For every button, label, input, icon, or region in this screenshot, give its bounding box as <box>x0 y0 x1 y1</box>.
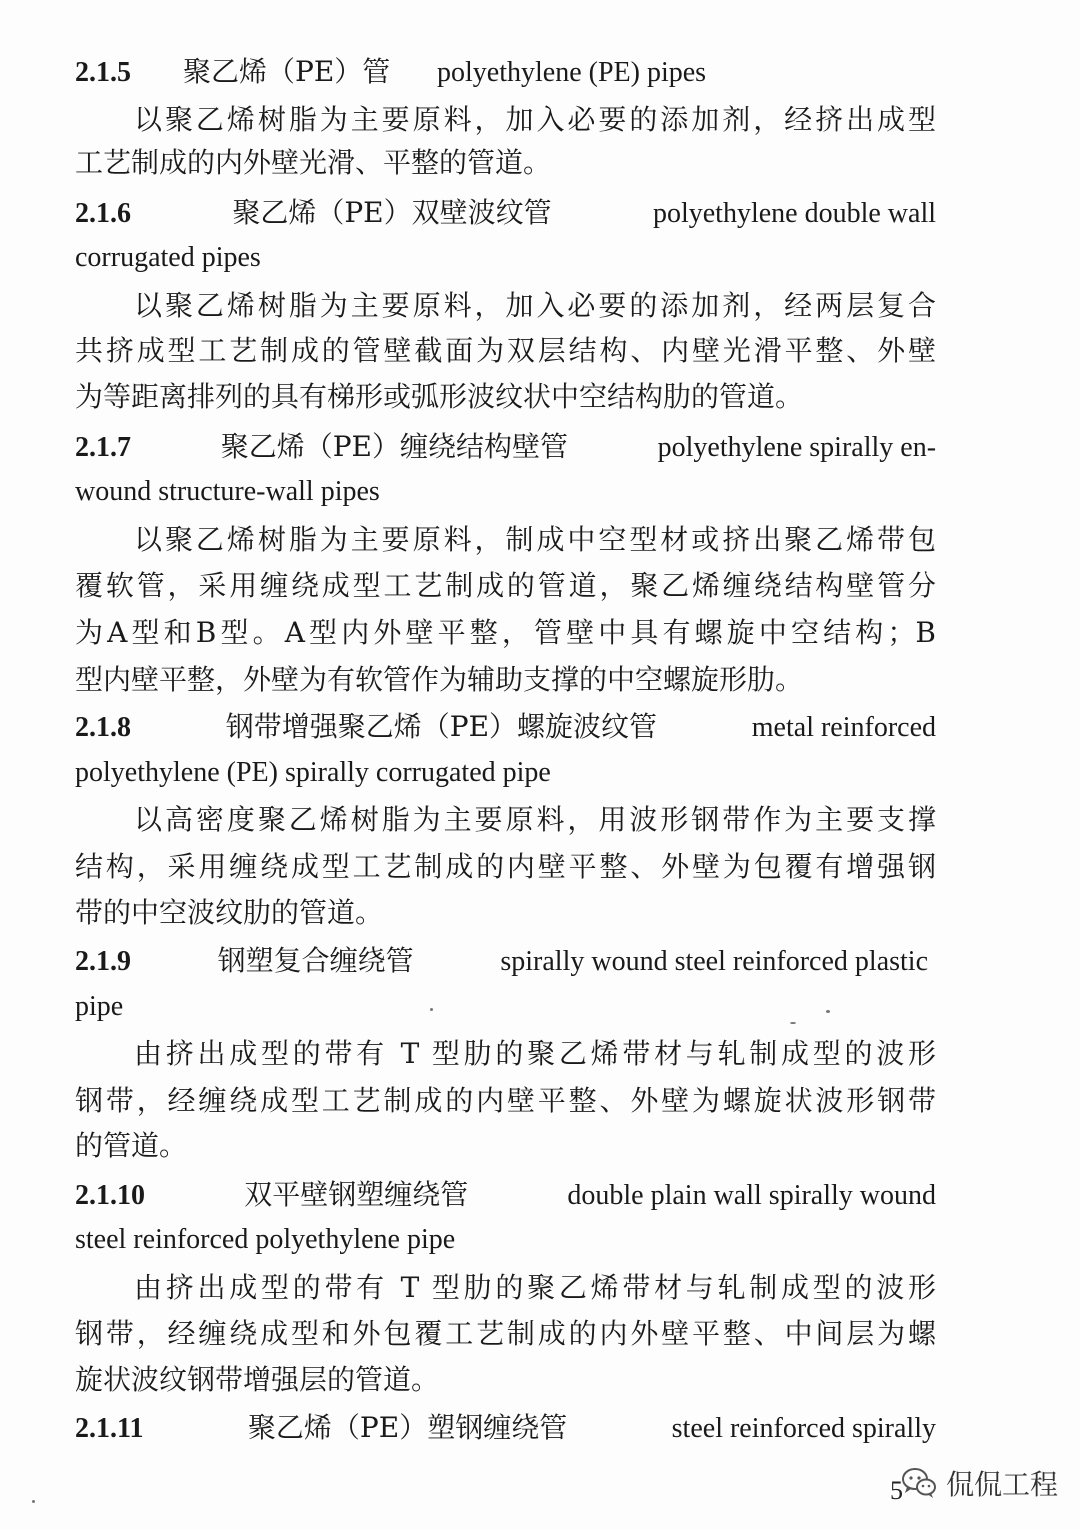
watermark-text: 侃侃工程 <box>946 1468 1059 1501</box>
section-number: 2.1.10 <box>75 1180 145 1211</box>
section-title-zh: 聚乙烯（PE）双壁波纹管 <box>232 196 552 229</box>
section-title-en-cont: corrugated pipes <box>75 242 261 273</box>
section-number: 2.1.9 <box>75 946 131 977</box>
section-title-en-cont: pipe <box>75 991 124 1022</box>
body-line: 以聚乙烯树脂为主要原料，加入必要的添加剂，经两层复合 <box>134 289 936 322</box>
section-heading <box>75 193 936 233</box>
scan-speck <box>790 1022 796 1024</box>
section-title-en-cont: polyethylene (PE) spirally corrugated pipe <box>75 757 551 788</box>
section-title-zh: 钢塑复合缠绕管 <box>217 944 414 977</box>
body-line: 钢带，经缠绕成型和外包覆工艺制成的内外壁平整、中间层为螺 <box>75 1317 936 1350</box>
section-title-en: metal reinforced <box>751 712 937 743</box>
section-heading <box>75 707 936 747</box>
scan-speck <box>32 1500 35 1503</box>
section-title-zh: 聚乙烯（PE）管 <box>183 55 391 88</box>
section-title-en: spirally wound steel reinforced plastic <box>500 946 929 977</box>
body-line: 带的中空波纹肋的管道。 <box>75 896 384 929</box>
scan-speck <box>430 1008 433 1011</box>
body-line: 为等距离排列的具有梯形或弧形波纹状中空结构肋的管道。 <box>75 380 804 413</box>
body-line: 钢带，经缠绕成型工艺制成的内壁平整、外壁为螺旋状波形钢带 <box>75 1084 936 1117</box>
body-line: 覆软管，采用缠绕成型工艺制成的管道，聚乙烯缠绕结构壁管分 <box>75 569 936 602</box>
page-number: 5 <box>890 1476 903 1505</box>
section-title-en: steel reinforced spirally <box>671 1413 936 1444</box>
body-line: 由挤出成型的带有 T 型肋的聚乙烯带材与轧制成型的波形 <box>134 1037 936 1070</box>
section-title-en: polyethylene spirally en- <box>657 432 937 463</box>
wechat-icon <box>900 1466 938 1500</box>
section-title-en: polyethylene double wall <box>652 198 937 229</box>
body-line: 的管道。 <box>75 1129 188 1162</box>
section-title-en-cont: wound structure-wall pipes <box>75 476 380 507</box>
body-line: 工艺制成的内外壁光滑、平整的管道。 <box>75 146 552 179</box>
section-number: 2.1.6 <box>75 198 131 229</box>
section-heading <box>75 941 928 981</box>
section-heading <box>75 1408 936 1448</box>
section-heading <box>75 52 706 92</box>
section-heading <box>75 1175 936 1215</box>
section-title-en: double plain wall spirally wound <box>567 1180 936 1211</box>
section-number: 2.1.11 <box>75 1413 144 1444</box>
section-title-zh: 聚乙烯（PE）缠绕结构壁管 <box>220 430 568 463</box>
section-number: 2.1.8 <box>75 712 131 743</box>
body-line: 以高密度聚乙烯树脂为主要原料，用波形钢带作为主要支撑 <box>134 803 936 836</box>
section-title-zh: 双平壁钢塑缠绕管 <box>244 1178 469 1211</box>
section-heading <box>75 427 936 467</box>
section-title-en-cont: steel reinforced polyethylene pipe <box>75 1224 456 1255</box>
watermark <box>900 1461 1058 1505</box>
body-line: 结构，采用缠绕成型工艺制成的内壁平整、外壁为包覆有增强钢 <box>75 850 936 883</box>
body-line: 为A型和B型。A型内外壁平整，管壁中具有螺旋中空结构；B <box>75 616 936 649</box>
section-title-en: polyethylene (PE) pipes <box>437 57 707 88</box>
body-line: 共挤成型工艺制成的管壁截面为双层结构、内壁光滑平整、外壁 <box>75 334 936 367</box>
body-line: 由挤出成型的带有 T 型肋的聚乙烯带材与轧制成型的波形 <box>134 1271 936 1304</box>
section-title-zh: 聚乙烯（PE）塑钢缠绕管 <box>247 1411 568 1444</box>
body-line: 型内壁平整，外壁为有软管作为辅助支撑的中空螺旋形肋。 <box>75 663 804 696</box>
body-line: 旋状波纹钢带增强层的管道。 <box>75 1363 440 1396</box>
scan-speck <box>826 1010 830 1013</box>
section-number: 2.1.5 <box>75 57 131 88</box>
section-number: 2.1.7 <box>75 432 131 463</box>
body-line: 以聚乙烯树脂为主要原料，制成中空型材或挤出聚乙烯带包 <box>134 523 936 556</box>
body-line: 以聚乙烯树脂为主要原料，加入必要的添加剂，经挤出成型 <box>134 103 936 136</box>
section-title-zh: 钢带增强聚乙烯（PE）螺旋波纹管 <box>225 710 658 743</box>
